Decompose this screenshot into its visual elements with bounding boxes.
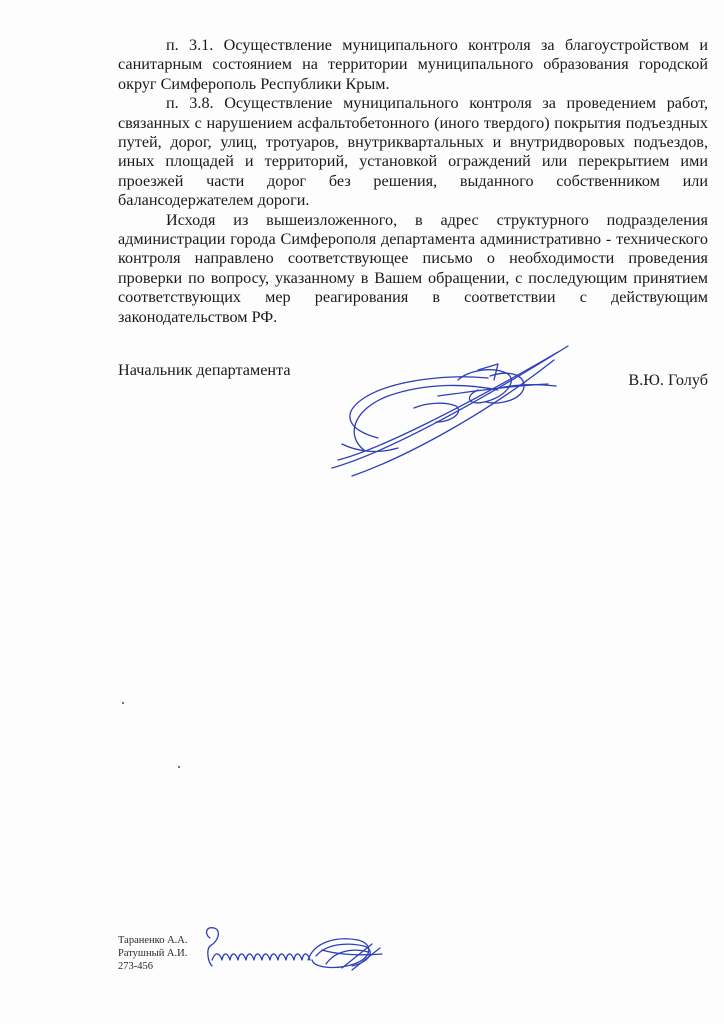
letter-body <box>118 36 708 327</box>
executor-signature <box>196 920 386 990</box>
signatory-name: В.Ю. Голуб <box>628 371 708 389</box>
executor-info <box>118 934 187 973</box>
executor-name-2: Ратушный А.И. <box>118 948 188 959</box>
scan-speck <box>122 702 124 704</box>
scan-speck <box>178 766 180 768</box>
executor-phone: 273-456 <box>118 961 153 972</box>
paragraph-3-1: п. 3.1. Осуществление муниципального контроля за благоустройством и санитарным состоянием на территории муниципального образования городской округ Симферополь Республики Крым. <box>118 36 708 93</box>
executor-name-1: Тараненко А.А. <box>118 935 188 946</box>
handwritten-signature <box>318 340 578 480</box>
paragraph-conclusion: Исходя из вышеизложенного, в адрес структурного подразделения администрации города Симферополя департамента административно - технического контроля направлено соответствующее письмо о необходимости проведения проверки по вопросу, указанному в Вашем обращении, с последующим принятием соответствующих мер реагирования в соответствии с действующим законодательством РФ. <box>118 210 708 326</box>
signatory-position: Начальник департамента <box>118 361 291 379</box>
paragraph-3-8: п. 3.8. Осуществление муниципального контроля за проведением работ, связанных с нарушением асфальтобетонного (иного твердого) покрытия подъездных путей, дорог, улиц, тротуаров, внутриквартальных и внутридворовых подъездов, иных площадей и территорий, установкой ограждений или перекрытием ими проезжей части дорог без решения, выданного собственником или балансодержателем дороги. <box>118 94 708 210</box>
